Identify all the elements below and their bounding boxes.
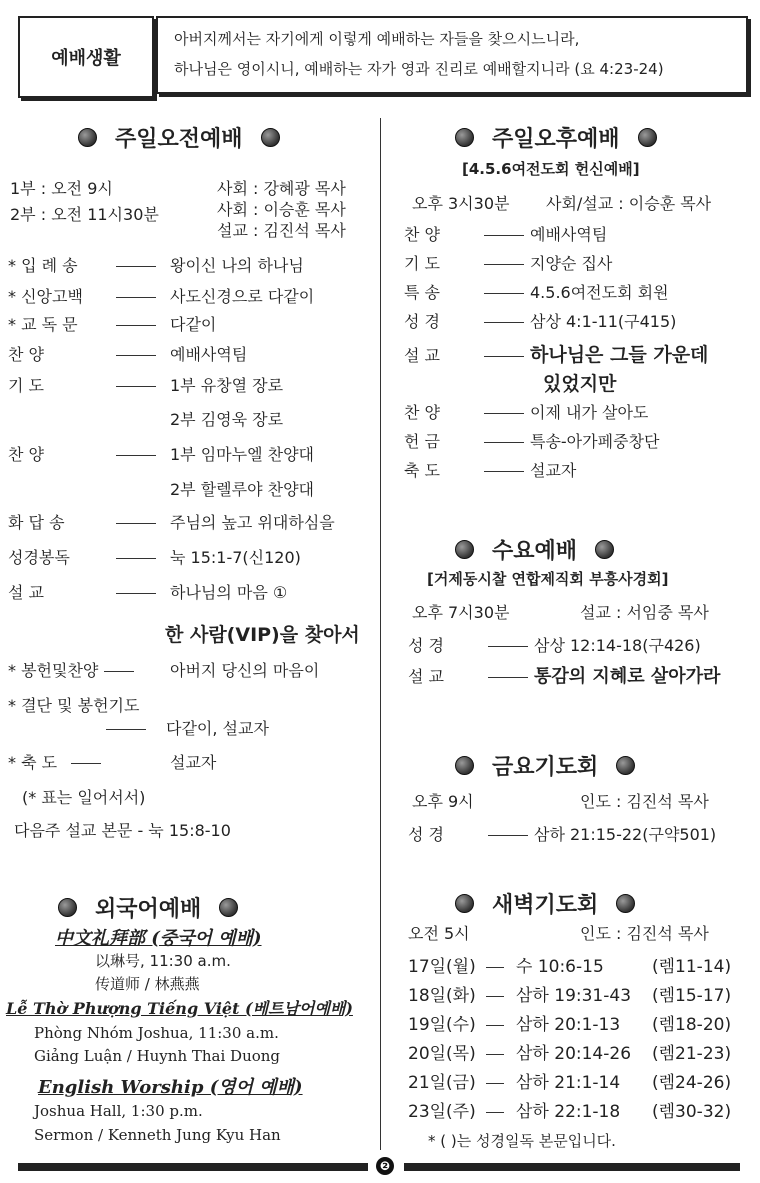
dawn-day: 19일(수) [408,1015,476,1035]
column-divider [380,118,381,1150]
wednesday-leader: 설교 : 서임중 목사 [580,603,709,622]
order-row [404,309,676,332]
preacher: 설교 : 김진석 목사 [217,221,346,240]
dawn-day-row [408,1010,731,1035]
order-value: 사도신경으로 다같이 [170,287,315,306]
order-label: * 신앙고백 [8,287,83,306]
afternoon-subtitle: [4.5.6여전도회 헌신예배] [462,160,640,178]
standing-note: (* 표는 일어서서) [22,788,146,807]
order-label: * 결단 및 봉헌기도 [8,696,140,715]
order-value: 지양순 집사 [530,254,613,273]
chinese-title: 中文礼拜部 (중국어 예배) [55,928,262,949]
order-label: 성경봉독 [8,548,70,567]
dawn-day: 23일(주) [408,1102,476,1122]
afternoon-leader: 사회/설교 : 이승훈 목사 [546,194,712,213]
order-value: 이제 내가 살아도 [530,403,649,422]
service-time-1: 1부 : 오전 9시 [10,179,113,198]
reading-note: * ( )는 성경일독 본문입니다. [428,1132,616,1150]
bullet-icon [455,894,474,913]
order-row: 성 경 삼상 12:14-18(구426) [408,636,701,655]
order-row: 성 경 삼하 21:15-22(구약501) [408,825,717,844]
dash-line [484,471,524,472]
order-label: 찬 양 [404,403,440,422]
dash-line [116,355,156,356]
dawn-text: 삼하 20:1-13 [516,1015,621,1035]
bullet-icon [58,898,77,917]
dawn-title: 새벽기도회 [455,888,635,919]
order-row: 설 교 통감의 지혜로 살아가라 [408,666,721,687]
chinese-line: 以琳号, 11:30 a.m. [95,952,231,970]
bullet-icon [455,540,474,559]
dawn-reading: (렘11-14) [652,957,732,977]
order-value: 눅 15:1-7(신120) [170,548,301,567]
dash-line [116,297,156,298]
dash-line [116,455,156,456]
dawn-reading: (렘15-17) [652,986,732,1006]
order-value: 하나님은 그들 가운데 [530,344,709,366]
dawn-day-row [408,981,731,1006]
order-row [8,342,247,365]
order-label: 찬 양 [8,445,44,464]
dash-line [116,523,156,524]
order-label: 화 답 송 [8,513,65,532]
footer-rule [18,1163,368,1171]
bullet-icon [261,128,280,147]
afternoon-sermon-line2: 있었지만 [543,373,617,395]
order-row [404,280,669,303]
dawn-text: 삼하 21:1-14 [516,1073,621,1093]
wednesday-subtitle: [거제동시찰 연합제직회 부흥사경회] [427,570,669,588]
order-label: 찬 양 [8,345,44,364]
dash-line [484,442,524,443]
order-row [8,442,314,465]
dawn-day-row [408,952,731,977]
order-value: 설교자 [170,753,217,772]
order-label: * 입 례 송 [8,256,78,275]
dash-line [484,413,524,414]
dash-line [116,593,156,594]
dash-line [484,293,524,294]
order-row [8,284,314,307]
bullet-icon [455,128,474,147]
dash-line [486,1112,504,1113]
section-label: 예배생활 [18,16,154,98]
bullet-icon [595,540,614,559]
bullet-icon [638,128,657,147]
order-row [8,510,335,533]
bullet-icon [78,128,97,147]
order-value: 1부 임마누엘 찬양대 [170,445,314,464]
order-label: 설 교 [8,583,44,602]
dawn-day-row [408,1039,731,1064]
order-row [8,407,283,430]
dash-line [486,1054,504,1055]
dash-line [484,264,524,265]
vietnamese-title: Lễ Thờ Phượng Tiếng Việt (베트남어예배) [6,999,353,1018]
order-row [404,222,607,245]
afternoon-time: 오후 3시30분 [412,194,510,213]
header-verse [156,16,748,94]
verse-line-2: 하나님은 영이시니, 예배하는 자가 영과 진리로 예배할지니라 (요 4:23-24) [174,60,664,78]
dash-line [484,356,524,357]
order-value: 다같이, 설교자 [100,716,269,739]
dash-line [486,967,504,968]
order-value: 특송-아가페중창단 [530,432,660,451]
english-line: Sermon / Kenneth Jung Kyu Han [34,1126,281,1144]
dawn-day: 17일(월) [408,957,476,977]
order-value: 다같이 [170,315,217,334]
english-title: English Worship (영어 예배) [38,1077,303,1098]
order-value: 2부 할렐루야 찬양대 [170,480,314,499]
bullet-icon [219,898,238,917]
dash-line [116,266,156,267]
dawn-text: 삼하 19:31-43 [516,986,632,1006]
order-row [404,458,576,481]
order-value: 4.5.6여전도회 회원 [530,283,669,302]
dash-line [486,1025,504,1026]
order-value: 설교자 [530,461,577,480]
morning-title: 주일오전예배 [78,122,280,153]
order-row [404,429,659,452]
order-value: 2부 김영욱 장로 [170,410,284,429]
order-label: 축 도 [404,461,440,480]
dash-line [484,322,524,323]
friday-title: 금요기도회 [455,750,635,781]
dawn-reading: (렘18-20) [652,1015,732,1035]
dawn-time: 오전 5시 [408,924,470,943]
dawn-day: 18일(화) [408,986,476,1006]
bullet-icon [616,756,635,775]
dawn-leader: 인도 : 김진석 목사 [580,924,709,943]
dawn-reading: (렘30-32) [652,1102,732,1122]
order-label: 특 송 [404,283,440,302]
order-value: 예배사역팀 [530,225,608,244]
order-value: 아버지 당신의 마음이 [170,661,320,680]
dawn-day-row [408,1097,731,1122]
verse-line-1: 아버지께서는 자기에게 이렇게 예배하는 자들을 찾으시느니라, [174,30,580,48]
dawn-day: 21일(금) [408,1073,476,1093]
wednesday-title: 수요예배 [455,534,614,565]
dawn-day-row [408,1068,731,1093]
order-value: 예배사역팀 [170,345,248,364]
order-label: 성 경 [404,312,440,331]
order-label: * 교 독 문 [8,315,78,334]
order-label: 찬 양 [404,225,440,244]
vietnamese-line: Giảng Luận / Huynh Thai Duong [34,1047,281,1065]
dawn-text: 삼하 22:1-18 [516,1102,621,1122]
order-value: 주님의 높고 위대하심을 [170,513,335,532]
friday-leader: 인도 : 김진석 목사 [580,792,709,811]
foreign-title: 외국어예배 [58,892,238,923]
dash-line [116,386,156,387]
order-label: 헌 금 [404,432,440,451]
chinese-line: 传道师 / 林燕燕 [95,975,200,993]
vietnamese-line: Phòng Nhóm Joshua, 11:30 a.m. [34,1024,279,1042]
dash-line [116,325,156,326]
leader-2: 사회 : 이승훈 목사 [217,200,346,219]
order-row [404,251,612,274]
dawn-reading: (렘24-26) [652,1073,732,1093]
dawn-reading: (렘21-23) [652,1044,732,1064]
dash-line [484,235,524,236]
sermon-title: 한 사람(VIP)을 찾아서 [165,624,360,646]
order-label: 설 교 [404,346,440,365]
order-row [8,373,283,396]
wednesday-time: 오후 7시30분 [412,603,510,622]
order-row [404,400,648,423]
english-line: Joshua Hall, 1:30 p.m. [34,1102,203,1120]
friday-time: 오후 9시 [412,792,474,811]
page-number: ❷ [376,1157,394,1175]
order-row [8,312,216,335]
order-label: 기 도 [8,376,44,395]
order-label: 기 도 [404,254,440,273]
order-value: 1부 유창열 장로 [170,376,284,395]
order-value: 하나님의 마음 ① [170,583,288,602]
dawn-text: 수 10:6-15 [516,957,604,977]
footer-rule [404,1163,740,1171]
order-value: 삼상 4:1-11(구415) [530,312,677,331]
dawn-text: 삼하 20:14-26 [516,1044,632,1064]
leader-1: 사회 : 강혜광 목사 [217,179,346,198]
order-label: * 봉헌및찬양 [8,658,140,681]
order-row [404,340,708,367]
dash-line [486,996,504,997]
order-row [8,545,301,568]
order-row [8,580,287,603]
bullet-icon [455,756,474,775]
next-week-text: 다음주 설교 본문 - 눅 15:8-10 [14,821,231,840]
order-value: 왕이신 나의 하나님 [170,256,304,275]
bullet-icon [616,894,635,913]
dash-line [116,558,156,559]
order-row [8,253,304,276]
order-row [8,477,314,500]
dawn-day: 20일(목) [408,1044,476,1064]
service-time-2: 2부 : 오전 11시30분 [10,205,159,224]
order-label: * 축 도 [8,750,107,773]
afternoon-title: 주일오후예배 [455,122,657,153]
dash-line [486,1083,504,1084]
